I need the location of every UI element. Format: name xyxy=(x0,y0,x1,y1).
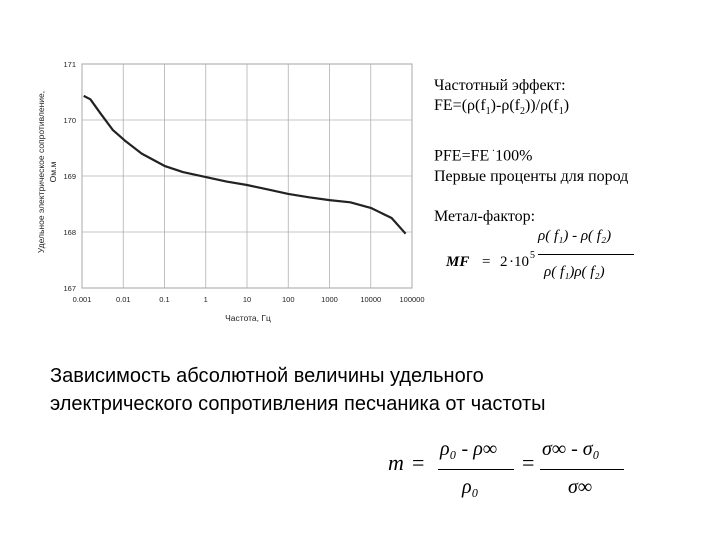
x-tick-label: 1 xyxy=(203,295,208,304)
m-equals-2: = xyxy=(522,450,535,475)
m-lhs: m xyxy=(388,450,404,475)
caption-line-1: Зависимость абсолютной величины удельного xyxy=(50,365,484,387)
fe-end: ) xyxy=(563,97,570,114)
pfe-main: PFE=FE xyxy=(434,147,490,165)
mf-denominator: ρ( f₁)ρ( f₂) xyxy=(544,264,605,280)
pfe-dot: · xyxy=(489,146,496,158)
fe-formula xyxy=(434,96,714,122)
fe-sub-3: 1 xyxy=(558,106,564,118)
fe-sub-2: 2 xyxy=(519,106,525,118)
frequency-effect-panel xyxy=(434,76,714,227)
m-denominator-2: σ∞ xyxy=(568,476,593,498)
m-formula xyxy=(382,436,642,516)
x-axis-label: Частота, Гц xyxy=(225,313,271,323)
pfe-formula xyxy=(434,142,714,166)
x-tick-label: 100 xyxy=(281,295,295,304)
mf-exponent: 5 xyxy=(530,250,535,261)
m-fraction-bar-1 xyxy=(438,469,514,470)
metal-factor-formula xyxy=(446,224,696,288)
frequency-effect-title: Частотный эффект: xyxy=(434,77,566,94)
y-axis-label: Удельное электрическое сопротивление, xyxy=(36,90,46,254)
mf-dot: · xyxy=(509,254,514,270)
chart-caption xyxy=(50,362,670,418)
percent-note: Первые проценты для пород xyxy=(434,167,629,185)
mf-lhs: MF xyxy=(446,254,470,270)
mf-coefficient: 2 xyxy=(500,254,508,270)
mf-numerator: ρ( f₁) - ρ( f₂) xyxy=(538,228,612,244)
m-equals-1: = xyxy=(412,450,425,475)
mf-equals: = xyxy=(482,254,491,270)
y-axis-unit: Ом.м xyxy=(48,161,58,183)
pfe-percent: 100% xyxy=(495,147,533,165)
x-tick-label: 0.001 xyxy=(72,295,92,304)
x-tick-labels xyxy=(73,295,425,304)
metal-factor-title: Метал-фактор: xyxy=(434,207,536,225)
x-tick-label: 10 xyxy=(242,295,252,304)
resistivity-frequency-chart xyxy=(0,0,440,340)
y-tick-labels xyxy=(63,60,76,293)
mf-base: 10 xyxy=(514,254,529,270)
y-tick-label: 171 xyxy=(63,60,76,69)
y-tick-label: 168 xyxy=(63,228,76,237)
fe-prefix: FE=(ρ(f xyxy=(434,97,486,114)
y-tick-label: 167 xyxy=(63,284,76,293)
m-numerator-1: ρ₀ - ρ∞ xyxy=(440,438,498,460)
m-fraction-bar-2 xyxy=(540,469,624,470)
y-tick-label: 169 xyxy=(63,172,76,181)
y-tick-label: 170 xyxy=(63,116,76,125)
x-tick-label: 0.1 xyxy=(159,295,170,304)
fe-mid-1: )-ρ(f xyxy=(490,97,520,114)
m-denominator-1: ρ₀ xyxy=(462,476,479,498)
caption-line-2: электрического сопротивления песчаника от частоты xyxy=(50,393,546,415)
x-tick-label: 1000 xyxy=(321,295,338,304)
x-tick-label: 100000 xyxy=(399,295,425,304)
x-tick-label: 0.01 xyxy=(115,295,131,304)
x-tick-label: 10000 xyxy=(360,295,382,304)
m-numerator-2: σ∞ - σ₀ xyxy=(542,438,600,460)
mf-fraction-bar xyxy=(538,254,634,255)
fe-mid-2: ))/ρ(f xyxy=(524,97,559,114)
fe-sub-1: 1 xyxy=(485,106,491,118)
